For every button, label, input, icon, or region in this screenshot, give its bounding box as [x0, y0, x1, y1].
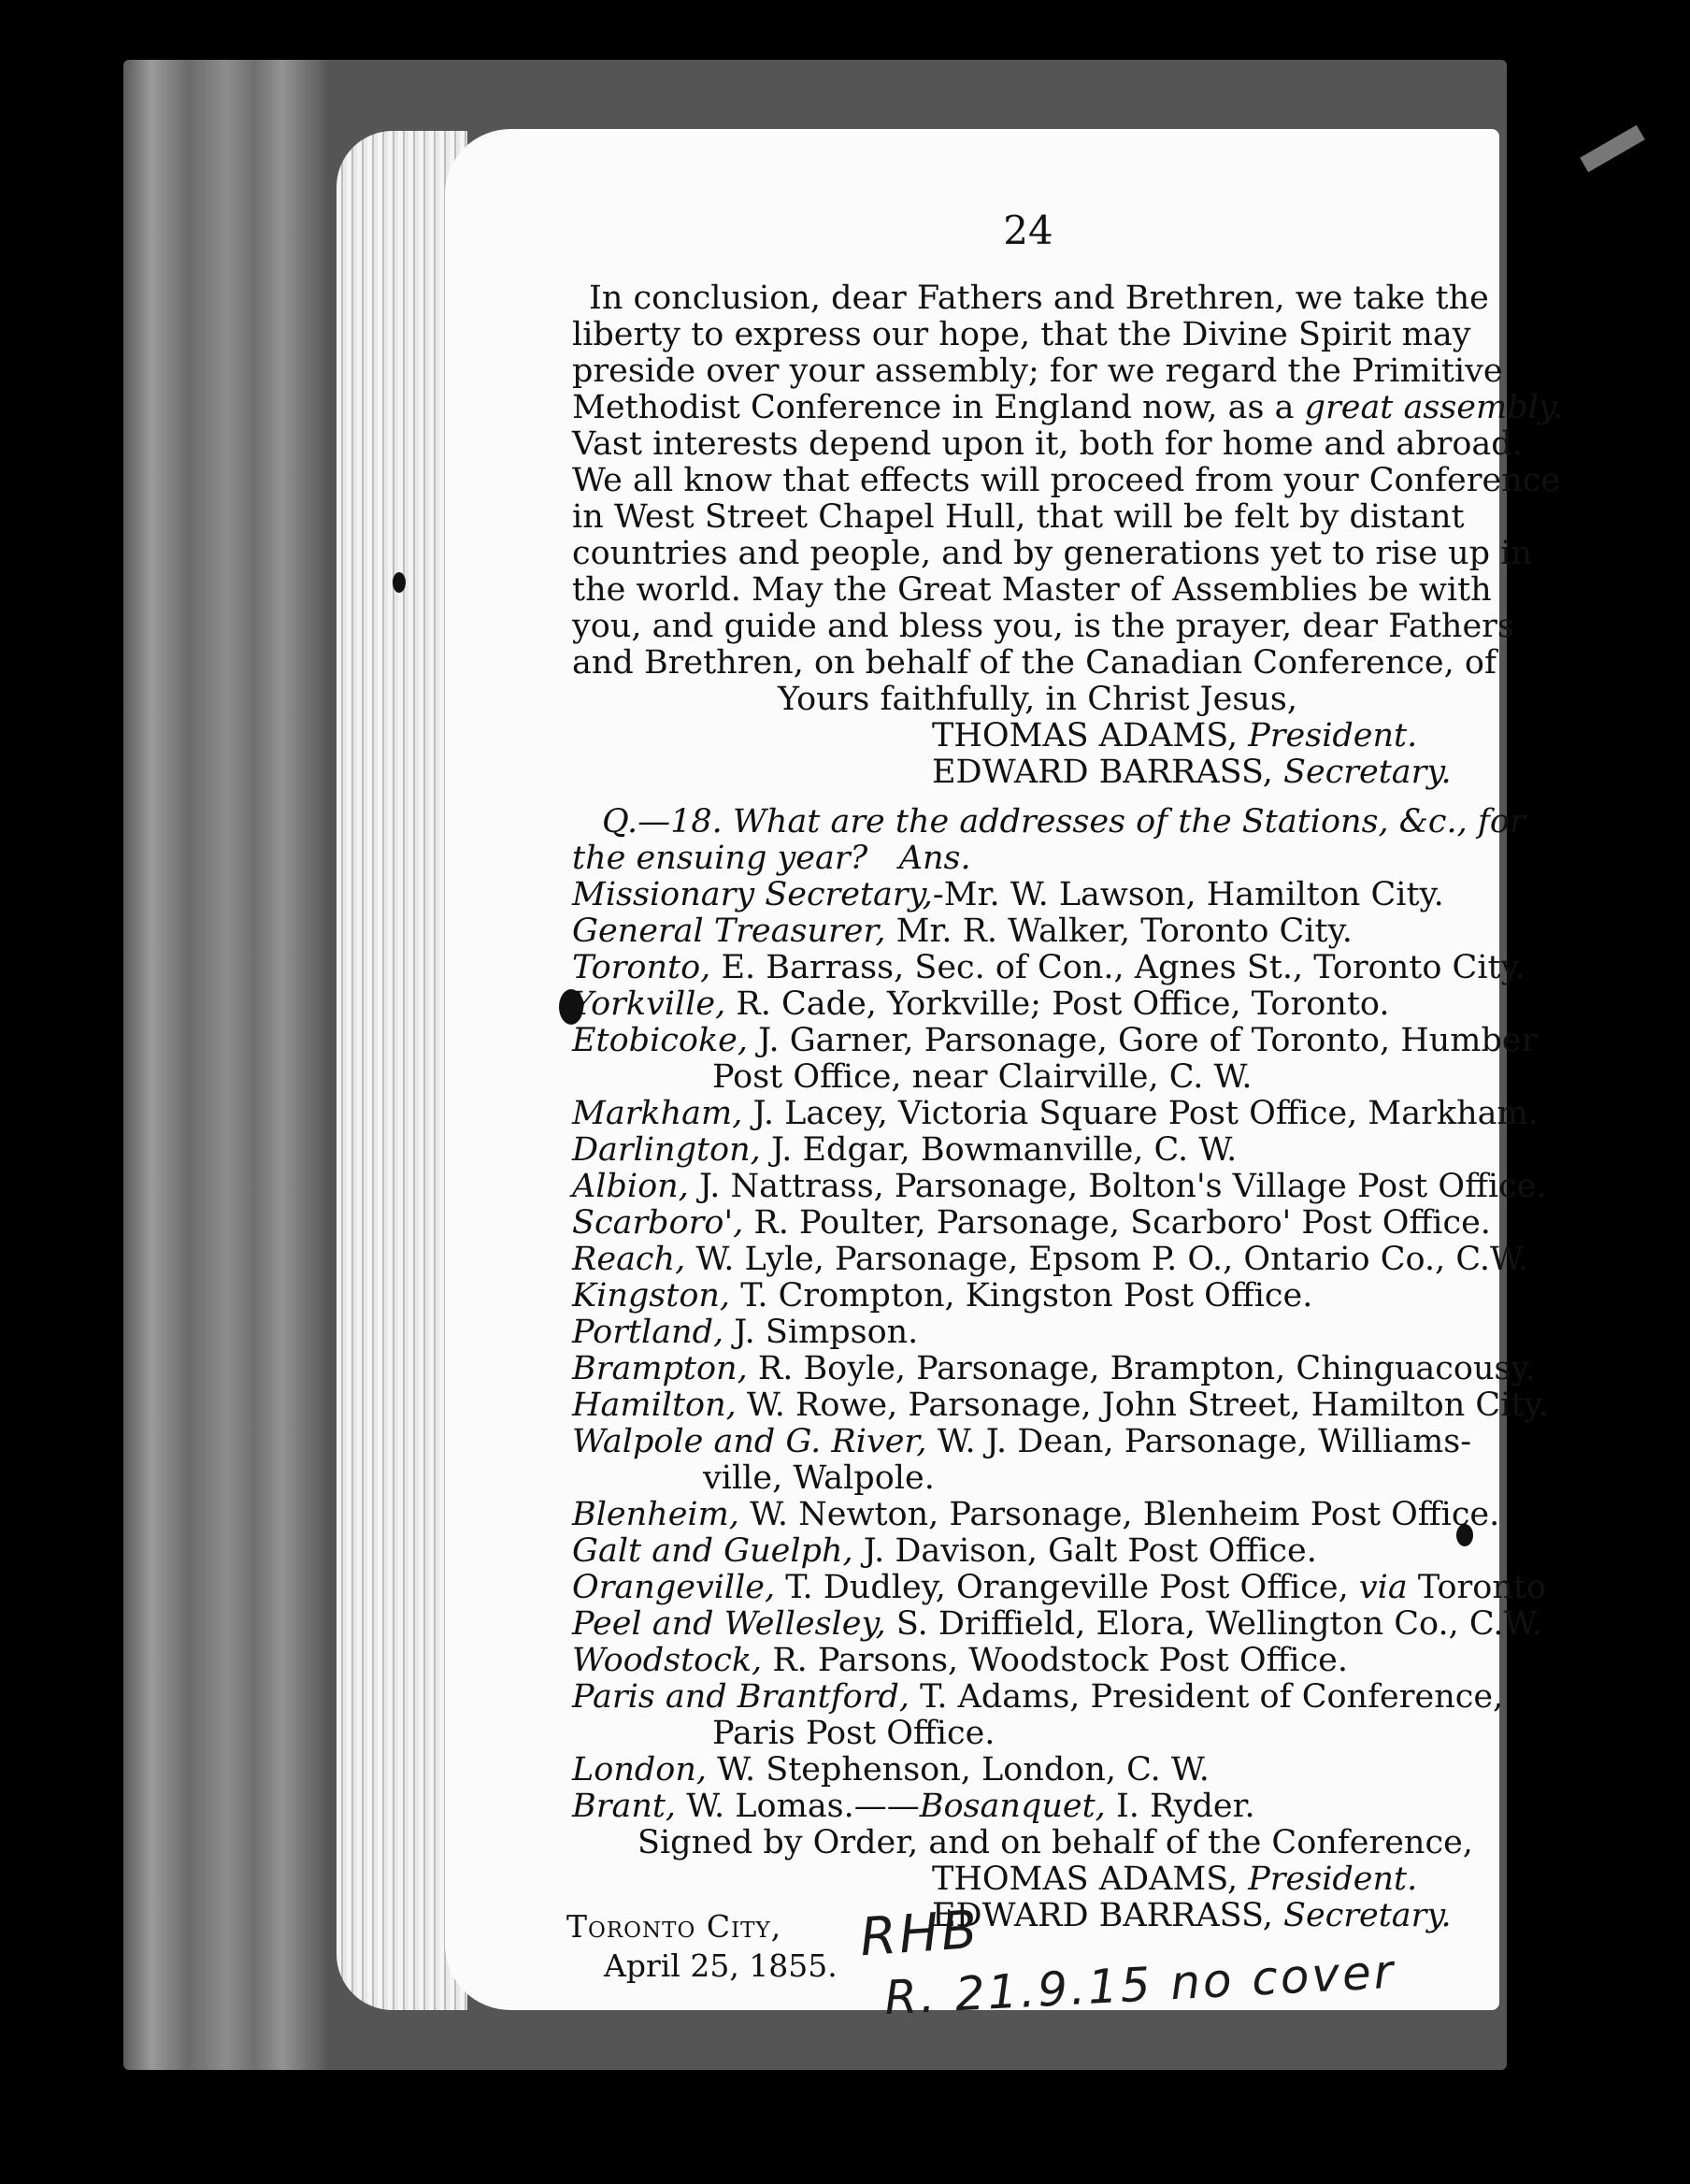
station-detail: J. Edgar, Bowmanville, C. W.: [770, 1131, 1238, 1169]
great-assembly-text: great assembly.: [1304, 389, 1564, 426]
station-place: Scarboro',: [572, 1204, 744, 1242]
station-entry: [572, 1022, 1538, 1059]
letter-closing: Yours faithfully, in Christ Jesus,: [778, 681, 1297, 718]
station-detail: -Mr. W. Lawson, Hamilton City.: [932, 876, 1444, 913]
question-label: Q.—18.: [602, 803, 723, 841]
answer-label: Ans.: [898, 840, 971, 877]
letter-line: liberty to express our hope, that the Divine Spirit may: [572, 316, 1471, 353]
station-place: Yorkville,: [572, 985, 726, 1023]
footer-date: April 25, 1855.: [604, 1947, 838, 1984]
station-detail: T. Crompton, Kingston Post Office.: [740, 1277, 1313, 1315]
station-detail: J. Simpson.: [734, 1314, 919, 1351]
station-entry: [572, 1643, 1493, 1679]
letter-line: [572, 389, 1564, 426]
spacer: [572, 791, 1493, 804]
station-entry: [572, 1678, 1504, 1716]
stations-list: [572, 876, 1549, 1825]
station-detail: R. Cade, Yorkville; Post Office, Toronto.: [736, 985, 1390, 1023]
question-line: [572, 841, 1493, 877]
station-place: Reach,: [572, 1241, 686, 1278]
page-number: 24: [1003, 208, 1053, 253]
station-detail: W. Rowe, Parsonage, John Street, Hamilton City.: [746, 1387, 1549, 1424]
station-entry: [572, 1387, 1549, 1424]
station-entry: [572, 877, 1493, 913]
station-place: Brampton,: [572, 1350, 748, 1387]
station-place: Hamilton,: [572, 1387, 737, 1424]
corner-mark: [1580, 125, 1645, 173]
station-entry: [572, 1752, 1493, 1789]
station-place: Walpole and G. River,: [572, 1423, 927, 1460]
station-place: Kingston,: [572, 1277, 731, 1315]
signed-statement: Signed by Order, and on behalf of the Conference,: [637, 1824, 1473, 1861]
signature-president: [572, 718, 1493, 754]
station-detail: R. Poulter, Parsonage, Scarboro' Post Office.: [753, 1204, 1491, 1242]
letter-line: We all know that effects will proceed from your Conference: [572, 462, 1561, 499]
station-detail: Mr. R. Walker, Toronto City.: [895, 912, 1353, 950]
station-place: Markham,: [572, 1095, 743, 1132]
letter-paragraph: [572, 280, 1564, 791]
signature-name: EDWARD BARRASS,: [932, 1897, 1273, 1934]
station-detail: W. J. Dean, Parsonage, Williams-: [937, 1423, 1472, 1460]
signature-title: Secretary.: [1283, 1897, 1452, 1934]
station-entry: [572, 949, 1525, 986]
station-continuation: ville, Walpole.: [703, 1459, 935, 1497]
station-detail: R. Parsons, Woodstock Post Office.: [772, 1642, 1349, 1679]
station-place: Woodstock,: [572, 1642, 763, 1679]
station-detail: W. Newton, Parsonage, Blenheim Post Office.: [750, 1496, 1500, 1533]
station-entry: [572, 1278, 1493, 1315]
station-entry: [572, 1205, 1493, 1242]
station-place: Orangeville,: [572, 1569, 776, 1606]
question-block: [572, 803, 1525, 877]
station-entry: [572, 1350, 1536, 1387]
station-entry: [572, 1496, 1500, 1533]
station-detail: R. Boyle, Parsonage, Brampton, Chinguacousy.: [757, 1350, 1536, 1387]
station-detail: J. Nattrass, Parsonage, Bolton's Village Post Office.: [698, 1168, 1547, 1205]
station-detail: W. Stephenson, London, C. W.: [717, 1751, 1210, 1789]
letter-line: you, and guide and bless you, is the prayer, dear Fathers: [572, 608, 1514, 645]
station-detail: W. Lyle, Parsonage, Epsom P. O., Ontario Co., C.W.: [695, 1241, 1528, 1278]
station-place: Missionary Secretary,: [572, 876, 933, 913]
question-line: [572, 803, 1525, 841]
signature-name: THOMAS ADAMS,: [932, 717, 1239, 754]
station-detail: T. Dudley, Orangeville Post Office,: [785, 1569, 1349, 1606]
station-place: Peel and Wellesley,: [572, 1605, 886, 1643]
station-entry: [572, 986, 1493, 1023]
station-entry: [572, 1168, 1547, 1205]
station-place: Blenheim,: [572, 1496, 739, 1533]
station-place: Bosanquet,: [919, 1788, 1106, 1825]
letter-line: and Brethren, on behalf of the Canadian Conference, of: [572, 644, 1497, 682]
handwritten-note: R. 21.9.15 no cover: [882, 1944, 1397, 2026]
station-entry: [572, 913, 1493, 950]
station-via: via: [1358, 1569, 1408, 1606]
station-continuation: Post Office, near Clairville, C. W.: [712, 1058, 1253, 1096]
letter-line-text: Methodist Conference in England now, as a: [572, 389, 1295, 426]
station-entry: [572, 1569, 1547, 1606]
station-place: Etobicoke,: [572, 1022, 749, 1059]
handwritten-initials: RHB: [857, 1899, 982, 1969]
station-detail: E. Barrass, Sec. of Con., Agnes St., Toronto City.: [721, 949, 1525, 986]
letter-line: in West Street Chapel Hull, that will be felt by distant: [572, 498, 1465, 536]
station-place: Galt and Guelph,: [572, 1532, 853, 1570]
station-detail: Toronto: [1417, 1569, 1547, 1606]
question-text: What are the addresses of the Stations, &c., for: [732, 803, 1525, 841]
station-place: General Treasurer,: [572, 912, 886, 950]
document-body: [572, 280, 1564, 1934]
station-continuation: Paris Post Office.: [712, 1715, 995, 1752]
signature-title: President.: [1248, 1861, 1418, 1898]
station-entry: [572, 1132, 1493, 1169]
station-detail: W. Lomas.——: [686, 1788, 920, 1825]
station-detail: S. Driffield, Elora, Wellington Co., C.W.: [895, 1605, 1542, 1643]
footer-city: Toronto City,: [566, 1908, 782, 1945]
station-entry: [572, 1424, 1493, 1460]
station-detail: J. Davison, Galt Post Office.: [863, 1532, 1317, 1570]
station-place: Albion,: [572, 1168, 689, 1205]
station-entry: [572, 1095, 1539, 1132]
signature-secretary: [572, 754, 1493, 791]
station-entry: [572, 1789, 1493, 1825]
station-entry: [572, 1315, 1493, 1351]
signature-name: THOMAS ADAMS,: [932, 1861, 1239, 1898]
station-entry: [572, 1533, 1493, 1570]
signature-name: EDWARD BARRASS,: [932, 754, 1273, 791]
letter-line: In conclusion, dear Fathers and Brethren, we take the: [589, 280, 1489, 317]
station-detail: T. Adams, President of Conference,: [920, 1678, 1504, 1716]
station-place: Brant,: [572, 1788, 677, 1825]
station-detail: I. Ryder.: [1115, 1788, 1255, 1825]
letter-line: the world. May the Great Master of Assemblies be with: [572, 571, 1492, 609]
station-entry: [572, 1241, 1528, 1278]
station-entry: [572, 1605, 1542, 1643]
station-detail: J. Garner, Parsonage, Gore of Toronto, Humber: [758, 1022, 1538, 1059]
footer-block: [566, 1907, 838, 1986]
letter-line: preside over your assembly; for we regard the Primitive: [572, 352, 1503, 390]
letter-line: Vast interests depend upon it, both for home and abroad.: [572, 425, 1523, 463]
signature-president: [572, 1861, 1493, 1898]
station-detail: J. Lacey, Victoria Square Post Office, Markham.: [752, 1095, 1539, 1132]
letter-line: countries and people, and by generations yet to rise up in: [572, 535, 1532, 572]
station-place: Portland,: [572, 1314, 724, 1351]
signature-title: Secretary.: [1283, 754, 1452, 791]
station-place: London,: [572, 1751, 707, 1789]
signature-title: President.: [1248, 717, 1418, 754]
station-place: Paris and Brantford,: [572, 1678, 910, 1716]
question-text: the ensuing year?: [572, 840, 868, 877]
station-place: Darlington,: [572, 1131, 761, 1169]
station-place: Toronto,: [572, 949, 711, 986]
ink-blot: [393, 572, 406, 593]
